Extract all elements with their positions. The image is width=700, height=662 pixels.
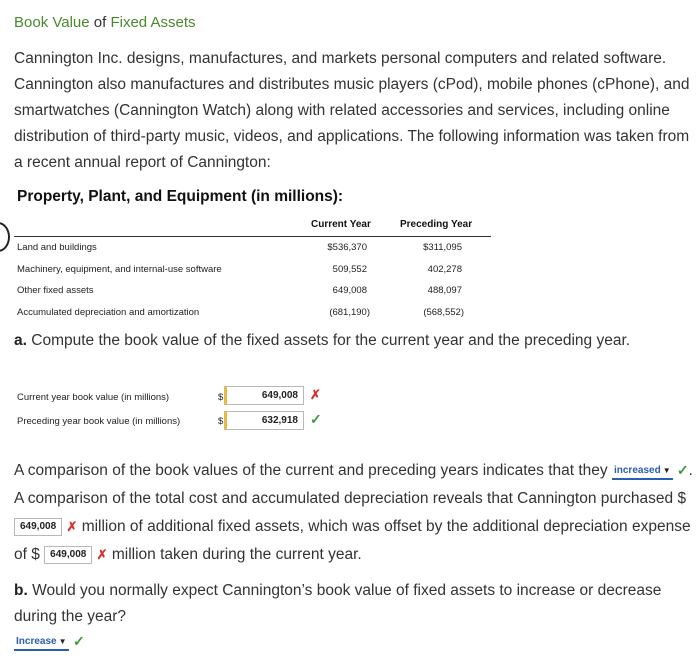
page-title <box>14 14 196 31</box>
part-a-text: Compute the book value of the fixed assets for the current year and the preceding year. <box>31 332 631 349</box>
chevron-down-icon: ▼ <box>662 466 671 475</box>
col-header-current: Current Year <box>311 219 371 230</box>
answer-label-preceding: Preceding year book value (in millions) <box>17 416 181 427</box>
comparison-text-2: . A comparison of the total cost and accumulated depreciation reveals that Cannington purchased $ <box>14 462 693 507</box>
incorrect-mark-icon: ✗ <box>66 519 78 534</box>
depreciation-amount-input[interactable]: 649,008 <box>44 546 92 564</box>
intro-paragraph: Cannington Inc. designs, manufactures, and markets personal computers and related software. Cannington also manufactures and distributes music players (cPod), mobile phones (cPhone), and smartwatches (Cannington Watch) along with related accessories and services, including online distribution of third-party music, videos, and applications. The following information was taken from a recent annual report of Cannington: <box>14 50 690 171</box>
table-cell-preceding: $311,095 <box>423 242 462 253</box>
purchased-amount-input[interactable]: 649,008 <box>14 518 62 536</box>
part-b-dropdown[interactable] <box>14 635 69 651</box>
table-header-rule <box>14 236 491 237</box>
table-cell-preceding: 402,278 <box>427 264 462 275</box>
part-b-question <box>14 578 690 630</box>
table-row-label: Accumulated depreciation and amortization <box>17 307 200 318</box>
left-edge-arc <box>0 222 10 252</box>
dollar-sign: $ <box>218 392 224 403</box>
part-a-prefix: a. <box>14 332 27 349</box>
col-header-preceding: Preceding Year <box>400 219 473 230</box>
title-book-value: Book Value <box>14 14 90 31</box>
comparison-text-3: million of additional fixed assets, which was offset by the additional depreciation expense of $ <box>14 518 691 563</box>
part-b-answer <box>14 633 85 651</box>
correct-mark-icon: ✓ <box>676 462 689 478</box>
correct-mark-icon: ✓ <box>310 411 322 427</box>
part-b-text: Would you normally expect Cannington’s book value of fixed assets to increase or decrease during the year? <box>14 582 662 625</box>
part-a-question <box>14 328 690 354</box>
table-cell-preceding: 488,097 <box>427 285 462 296</box>
answer-label-current: Current year book value (in millions) <box>17 392 170 403</box>
comparison-dropdown[interactable] <box>612 464 673 480</box>
table-row-label: Machinery, equipment, and internal-use software <box>17 264 222 275</box>
current-book-value-input[interactable]: 649,008 <box>224 386 304 405</box>
comparison-text-4: million taken during the current year. <box>111 546 362 563</box>
comparison-text-1: A comparison of the book values of the current and preceding years indicates that they <box>14 462 608 479</box>
incorrect-mark-icon: ✗ <box>96 547 108 562</box>
dropdown-value: Increase <box>16 636 57 647</box>
part-b-prefix: b. <box>14 582 28 599</box>
preceding-book-value-input[interactable]: 632,918 <box>224 411 304 430</box>
table-row-label: Other fixed assets <box>17 285 94 296</box>
table-row-label: Land and buildings <box>17 242 97 253</box>
chevron-down-icon: ▼ <box>58 637 67 646</box>
dollar-sign: $ <box>218 416 224 427</box>
incorrect-mark-icon: ✗ <box>310 387 321 402</box>
title-fixed-assets: Fixed Assets <box>110 14 196 31</box>
title-of: of <box>93 14 107 31</box>
dropdown-value: increased <box>613 465 661 476</box>
ppe-heading: Property, Plant, and Equipment (in millions): <box>17 188 344 205</box>
table-cell-preceding: (568,552) <box>423 307 464 318</box>
table-cell-current: $536,370 <box>327 242 367 253</box>
table-cell-current: (681,190) <box>329 307 370 318</box>
table-cell-current: 509,552 <box>332 264 367 275</box>
correct-mark-icon: ✓ <box>72 633 85 649</box>
table-cell-current: 649,008 <box>332 285 367 296</box>
comparison-paragraph <box>14 456 694 569</box>
